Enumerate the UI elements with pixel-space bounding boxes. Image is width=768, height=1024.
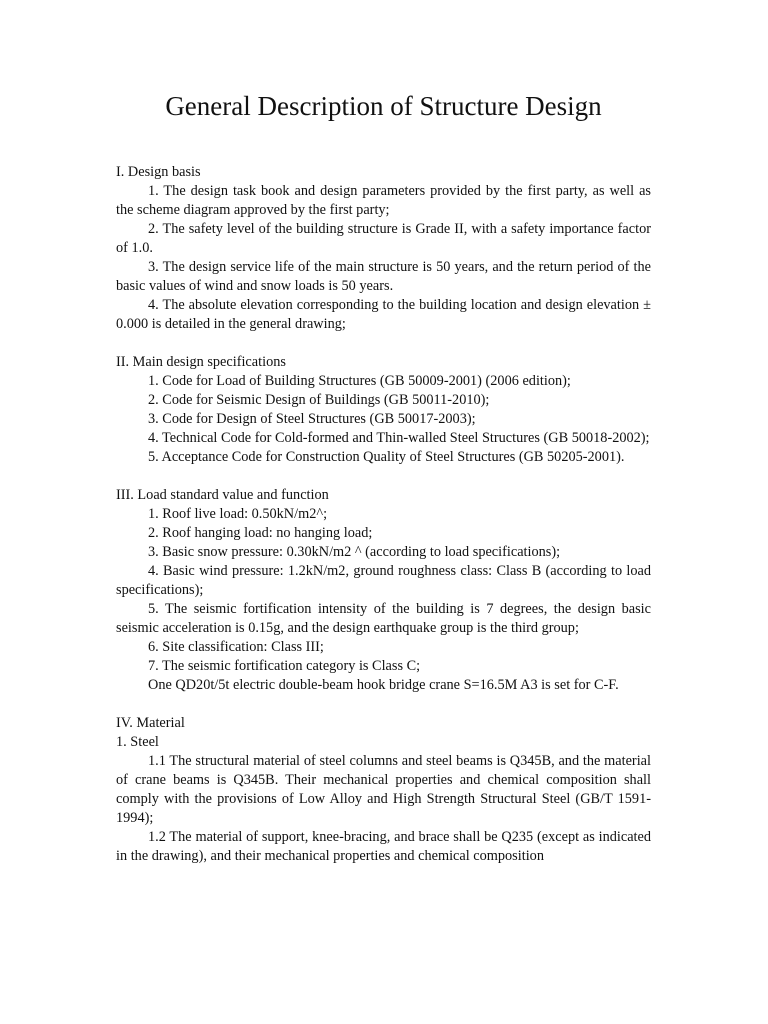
list-item: 3. The design service life of the main structure is 50 years, and the return period of the basic values of wind and snow loads is 50 years. [116, 259, 651, 294]
list-item: 1. The design task book and design parameters provided by the first party, as well as the scheme diagram approved by the first party; [116, 183, 651, 218]
subsection-heading: 1. Steel [116, 734, 159, 750]
list-item: 7. The seismic fortification category is Class C; [148, 658, 421, 674]
list-item: 1. Code for Load of Building Structures (GB 50009-2001) (2006 edition); [148, 373, 571, 389]
list-item: 4. The absolute elevation corresponding to the building location and design elevation ± 0.000 is detailed in the general drawing; [116, 297, 651, 332]
list-item: 4. Technical Code for Cold-formed and Thin-walled Steel Structures (GB 50018-2002); [148, 430, 650, 446]
section-load-standard-value [116, 486, 651, 695]
document-body [116, 163, 651, 866]
section-design-basis [116, 163, 651, 334]
list-item: 5. Acceptance Code for Construction Quality of Steel Structures (GB 50205-2001). [148, 449, 625, 465]
list-item: 3. Basic snow pressure: 0.30kN/m2 ^ (according to load specifications); [148, 544, 561, 560]
list-item: 2. The safety level of the building structure is Grade II, with a safety importance factor of 1.0. [116, 221, 651, 256]
list-item: 5. The seismic fortification intensity of the building is 7 degrees, the design basic seismic acceleration is 0.15g, and the design earthquake group is the third group; [116, 601, 651, 636]
section-heading: IV. Material [116, 715, 185, 731]
list-item: 4. Basic wind pressure: 1.2kN/m2, ground roughness class: Class B (according to load specifications); [116, 563, 651, 598]
list-item: 6. Site classification: Class III; [148, 639, 324, 655]
list-item: 1.1 The structural material of steel columns and steel beams is Q345B, and the material of crane beams is Q345B. Their mechanical properties and chemical composition shall comply with the provisions of Low Alloy and High Strength Structural Steel (GB/T 1591-1994); [116, 753, 651, 826]
section-spacer [116, 695, 651, 714]
section-heading: II. Main design specifications [116, 354, 286, 370]
list-item: 1. Roof live load: 0.50kN/m2^; [148, 506, 328, 522]
list-item: 1.2 The material of support, knee-bracing, and brace shall be Q235 (except as indicated in the drawing), and their mechanical properties and chemical composition [116, 829, 651, 864]
section-material [116, 714, 651, 866]
section-heading: I. Design basis [116, 164, 201, 180]
section-spacer [116, 334, 651, 353]
section-heading: III. Load standard value and function [116, 487, 329, 503]
list-item: One QD20t/5t electric double-beam hook bridge crane S=16.5M A3 is set for C-F. [148, 677, 619, 693]
list-item: 2. Code for Seismic Design of Buildings (GB 50011-2010); [148, 392, 490, 408]
document-title: General Description of Structure Design [165, 91, 602, 121]
list-item: 3. Code for Design of Steel Structures (GB 50017-2003); [148, 411, 476, 427]
section-main-design-specifications [116, 353, 651, 467]
list-item: 2. Roof hanging load: no hanging load; [148, 525, 373, 541]
section-spacer [116, 467, 651, 486]
